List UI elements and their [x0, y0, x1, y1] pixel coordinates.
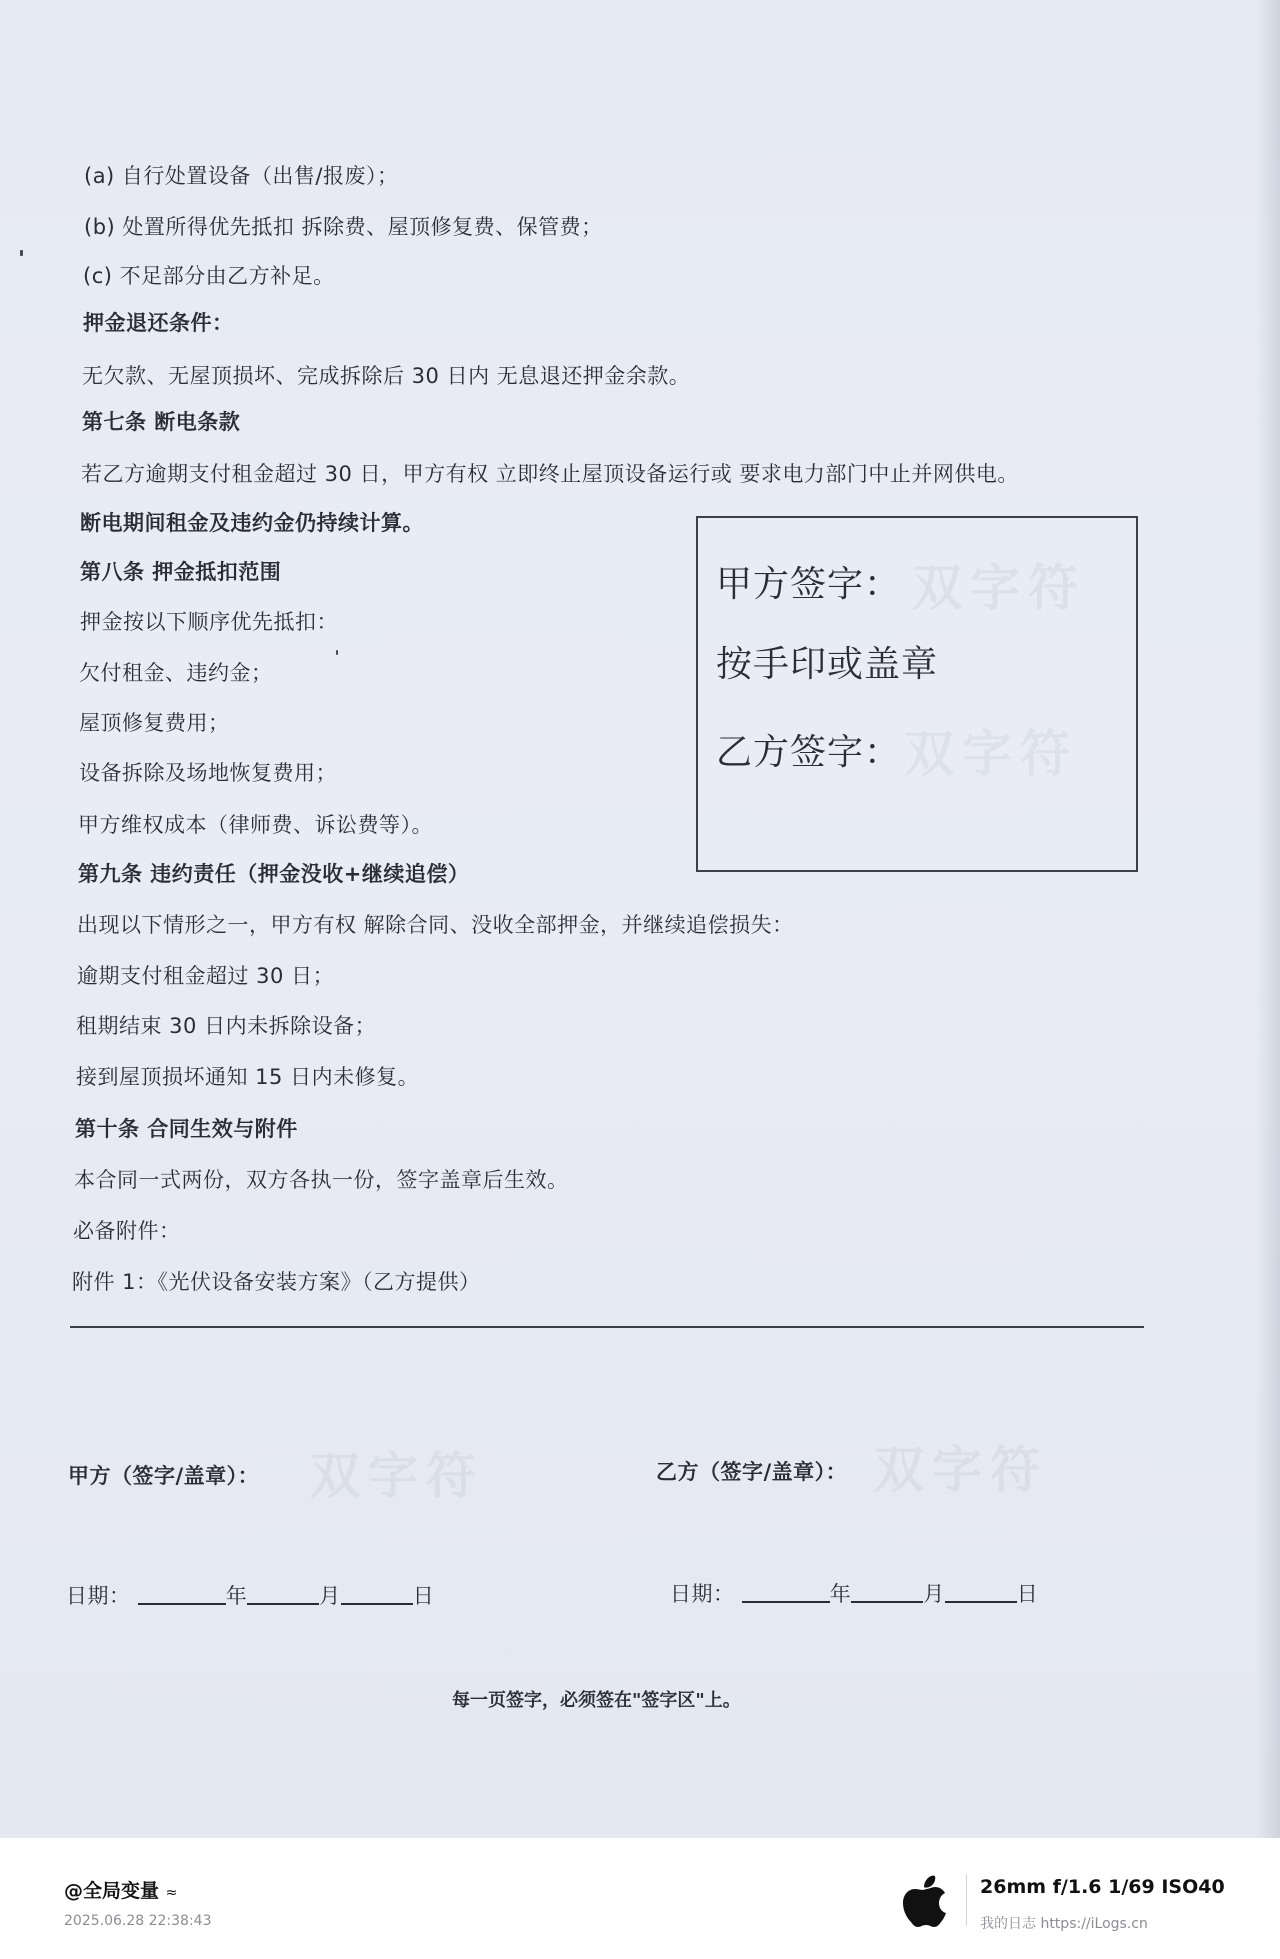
- deposit-return-heading: 押金退还条件：: [83, 311, 234, 335]
- date-label: 日期：: [670, 1582, 735, 1606]
- signing-note: 每一页签字，必须签在"签字区"上。: [452, 1690, 741, 1711]
- party-b-signature-label: 乙方签字：: [716, 732, 902, 773]
- month-label: 月: [319, 1584, 341, 1608]
- paper-speck: [336, 650, 338, 655]
- attachments-heading: 必备附件：: [73, 1219, 181, 1243]
- source-site: 我的日志 https://iLogs.cn: [980, 1916, 1148, 1932]
- faint-watermark-4: 双字符: [874, 1441, 1048, 1499]
- year-label: 年: [225, 1584, 248, 1608]
- article-9-item-1: 逾期支付租金超过 30 日；: [77, 964, 335, 988]
- article-10-text: 本合同一式两份，双方各执一份，签字盖章后生效。: [74, 1168, 569, 1192]
- day-blank: [945, 1581, 1017, 1603]
- month-blank: [851, 1581, 923, 1603]
- article-8-item-1: 欠付租金、违约金；: [79, 661, 273, 685]
- photo-watermark-bar: [0, 1838, 1280, 1959]
- fingerprint-label: 按手印或盖章: [716, 644, 939, 685]
- article-7-text: 若乙方逾期支付租金超过 30 日，甲方有权 立即终止屋顶设备运行或 要求电力部门中止并网供电。: [81, 462, 1019, 486]
- attachment-1: 附件 1：《光伏设备安装方案》（乙方提供）: [72, 1270, 481, 1294]
- article-9-item-2: 租期结束 30 日内未拆除设备；: [76, 1014, 377, 1038]
- article-9-item-3: 接到屋顶损坏通知 15 日内未修复。: [76, 1065, 420, 1089]
- day-blank: [341, 1583, 413, 1605]
- day-label: 日: [412, 1584, 435, 1608]
- party-a-sign-label: 甲方（签字/盖章）：: [68, 1464, 260, 1488]
- author-name: @全局变量: [64, 1880, 160, 1902]
- apple-logo-icon: [902, 1872, 950, 1928]
- photo-timestamp: 2025.06.28 22:38:43: [64, 1913, 212, 1929]
- signature-box: [696, 516, 1138, 872]
- article-8-item-4: 甲方维权成本（律师费、诉讼费等）。: [78, 813, 433, 837]
- camera-settings: 26mm f/1.6 1/69 ISO40: [980, 1876, 1225, 1898]
- divider-line: [70, 1326, 1144, 1328]
- date-label: 日期：: [66, 1584, 131, 1608]
- month-blank: [247, 1583, 319, 1605]
- clause-c: (c) 不足部分由乙方补足。: [83, 264, 335, 288]
- faint-watermark-2: 双字符: [904, 725, 1078, 783]
- faint-watermark-3: 双字符: [310, 1447, 484, 1505]
- day-label: 日: [1016, 1582, 1039, 1606]
- wifi-icon: ≈: [165, 1885, 178, 1901]
- party-a-signature-label: 甲方签字：: [716, 564, 902, 605]
- clause-a: (a) 自行处置设备（出售/报废）；: [84, 164, 399, 188]
- clause-b: (b) 处置所得优先抵扣 拆除费、屋顶修复费、保管费；: [84, 215, 603, 239]
- article-9-intro: 出现以下情形之一，甲方有权 解除合同、没收全部押金，并继续追偿损失：: [77, 913, 794, 937]
- page-edge-shadow: [1256, 0, 1280, 1838]
- article-8-item-3: 设备拆除及场地恢复费用；: [79, 761, 337, 785]
- party-b-date: [670, 1578, 1038, 1608]
- article-7-note: 断电期间租金及违约金仍持续计算。: [80, 511, 424, 535]
- article-8-heading: 第八条 押金抵扣范围: [80, 560, 282, 584]
- party-b-sign-label: 乙方（签字/盖章）：: [656, 1460, 848, 1484]
- year-blank: [138, 1583, 226, 1605]
- article-7-heading: 第七条 断电条款: [82, 410, 241, 434]
- article-8-intro: 押金按以下顺序优先抵扣：: [80, 610, 338, 634]
- party-a-date: [66, 1580, 434, 1610]
- year-blank: [742, 1581, 830, 1603]
- month-label: 月: [923, 1582, 945, 1606]
- article-9-heading: 第九条 违约责任（押金没收+继续追偿）: [78, 862, 470, 886]
- author-handle: [64, 1876, 177, 1903]
- faint-watermark-1: 双字符: [912, 559, 1086, 617]
- footer-separator: [966, 1874, 967, 1926]
- article-8-item-2: 屋顶修复费用；: [79, 711, 230, 735]
- article-10-heading: 第十条 合同生效与附件: [75, 1117, 298, 1141]
- deposit-return-text: 无欠款、无屋顶损坏、完成拆除后 30 日内 无息退还押金余款。: [82, 364, 691, 388]
- paper-speck: [20, 250, 23, 256]
- year-label: 年: [829, 1582, 852, 1606]
